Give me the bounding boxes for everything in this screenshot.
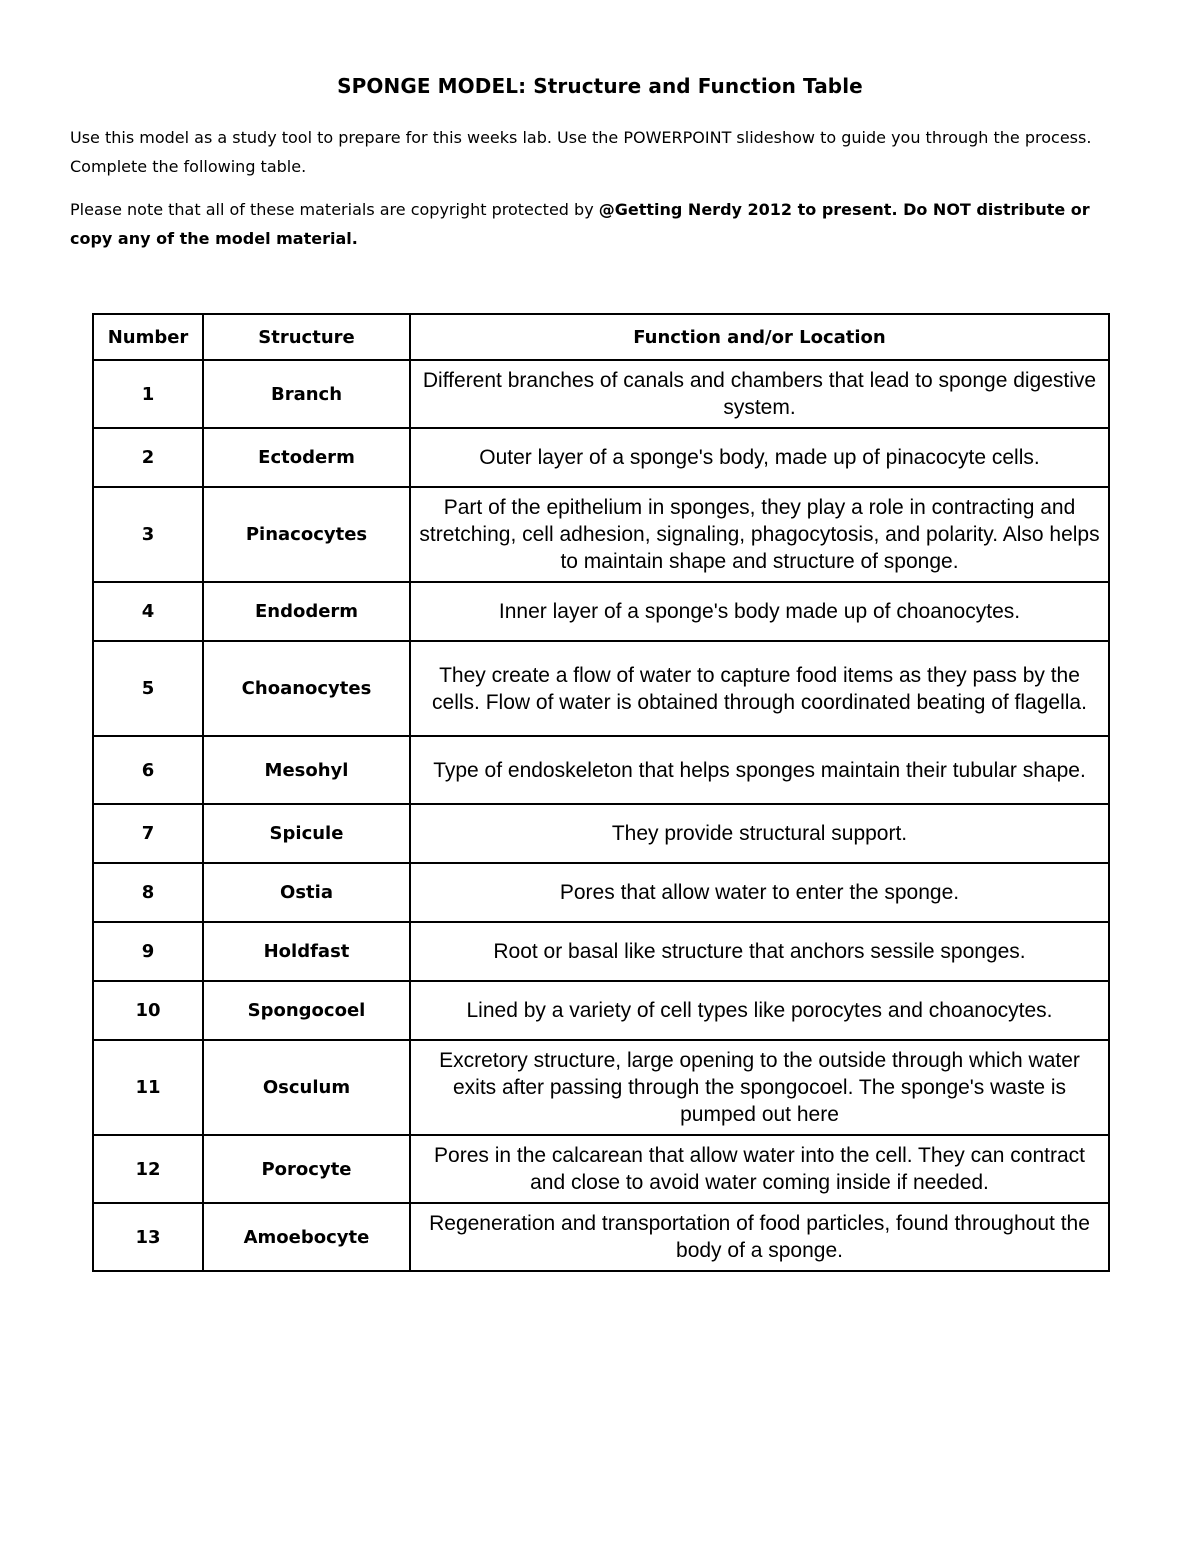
row-function: They create a flow of water to capture food items as they pass by the cells. Flow of water is obtained through coordinated beating of flagella. (410, 641, 1109, 736)
row-number: 1 (93, 360, 203, 428)
row-number: 3 (93, 487, 203, 582)
table-row (93, 641, 1109, 736)
header-number: Number (93, 314, 203, 360)
table-row (93, 1203, 1109, 1271)
table-row (93, 582, 1109, 641)
row-structure: Branch (203, 360, 410, 428)
table-row (93, 1135, 1109, 1203)
intro-instructions: Use this model as a study tool to prepare for this weeks lab. Use the POWERPOINT slideshow to guide you through the process. Complete the following table. (70, 128, 1092, 176)
row-number: 9 (93, 922, 203, 981)
table-row (93, 1040, 1109, 1135)
row-number: 8 (93, 863, 203, 922)
header-function: Function and/or Location (410, 314, 1109, 360)
row-number: 2 (93, 428, 203, 487)
copyright-notice (70, 195, 1130, 253)
row-structure: Endoderm (203, 582, 410, 641)
row-number: 5 (93, 641, 203, 736)
table-row (93, 428, 1109, 487)
row-structure: Ostia (203, 863, 410, 922)
copyright-notice-bold: @Getting Nerdy 2012 to present. Do NOT distribute or copy any of the model material. (70, 200, 1090, 248)
row-number: 10 (93, 981, 203, 1040)
row-number: 6 (93, 736, 203, 804)
table-row (93, 736, 1109, 804)
row-function: Outer layer of a sponge's body, made up of pinacocyte cells. (410, 428, 1109, 487)
row-function: Inner layer of a sponge's body made up of choanocytes. (410, 582, 1109, 641)
structure-function-table (92, 313, 1110, 1272)
row-structure: Mesohyl (203, 736, 410, 804)
row-structure: Spongocoel (203, 981, 410, 1040)
row-number: 7 (93, 804, 203, 863)
row-function: Root or basal like structure that anchors sessile sponges. (410, 922, 1109, 981)
row-function: Pores in the calcarean that allow water into the cell. They can contract and close to avoid water coming inside if needed. (410, 1135, 1109, 1203)
table-row (93, 922, 1109, 981)
row-structure: Spicule (203, 804, 410, 863)
row-structure: Holdfast (203, 922, 410, 981)
row-number: 13 (93, 1203, 203, 1271)
row-function: Regeneration and transportation of food particles, found throughout the body of a sponge. (410, 1203, 1109, 1271)
row-structure: Osculum (203, 1040, 410, 1135)
row-number: 12 (93, 1135, 203, 1203)
row-number: 4 (93, 582, 203, 641)
header-structure: Structure (203, 314, 410, 360)
row-number: 11 (93, 1040, 203, 1135)
row-function: Part of the epithelium in sponges, they play a role in contracting and stretching, cell adhesion, signaling, phagocytosis, and polarity. Also helps to maintain shape and structure of sponge. (410, 487, 1109, 582)
table-row (93, 804, 1109, 863)
table-row (93, 863, 1109, 922)
row-structure: Porocyte (203, 1135, 410, 1203)
row-structure: Ectoderm (203, 428, 410, 487)
row-structure: Amoebocyte (203, 1203, 410, 1271)
table-header-row (93, 314, 1109, 360)
table-row (93, 360, 1109, 428)
row-structure: Choanocytes (203, 641, 410, 736)
row-function: Type of endoskeleton that helps sponges maintain their tubular shape. (410, 736, 1109, 804)
table-row (93, 487, 1109, 582)
row-function: They provide structural support. (410, 804, 1109, 863)
page-title: SPONGE MODEL: Structure and Function Table (337, 74, 863, 98)
row-function: Pores that allow water to enter the sponge. (410, 863, 1109, 922)
copyright-notice-prefix: Please note that all of these materials are copyright protected by (70, 200, 599, 219)
table-row (93, 981, 1109, 1040)
row-function: Lined by a variety of cell types like porocytes and choanocytes. (410, 981, 1109, 1040)
row-function: Different branches of canals and chambers that lead to sponge digestive system. (410, 360, 1109, 428)
row-function: Excretory structure, large opening to the outside through which water exits after passing through the spongocoel. The sponge's waste is pumped out here (410, 1040, 1109, 1135)
row-structure: Pinacocytes (203, 487, 410, 582)
